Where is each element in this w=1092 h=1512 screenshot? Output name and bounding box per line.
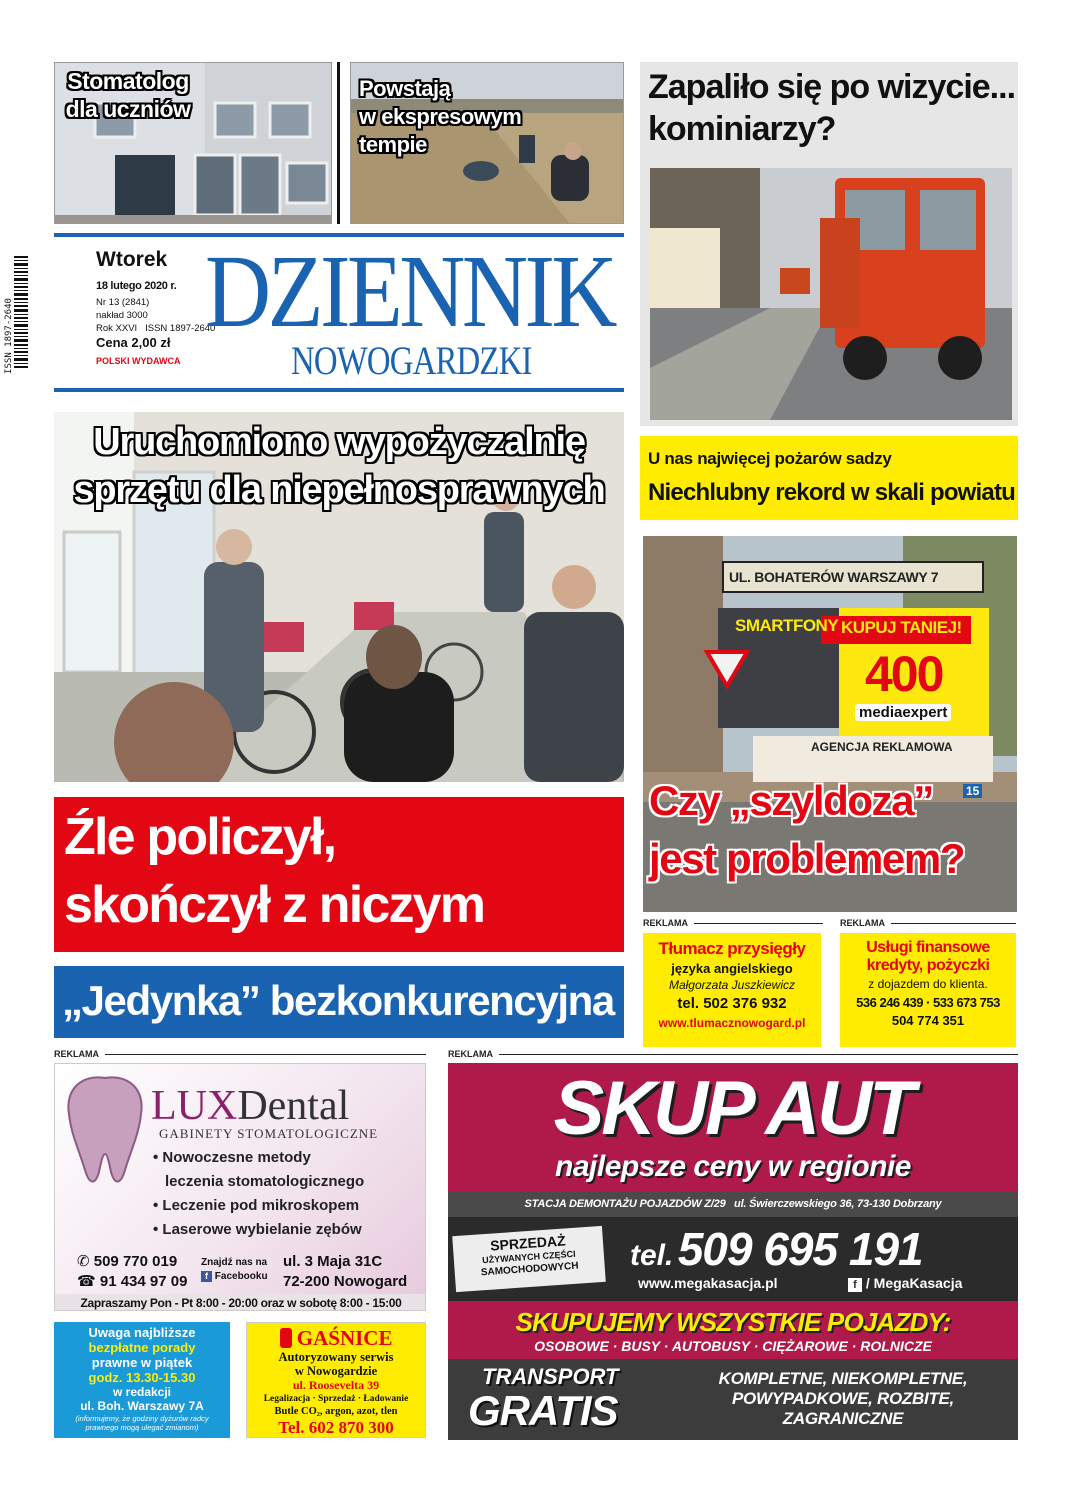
fire-story-headline: Zapaliło się po wizycie... kominiarzy?	[648, 68, 1016, 148]
finance-title: Usługi finansowe	[866, 939, 990, 956]
luxdental-bullet-3: • Leczenie pod mikroskopem	[153, 1197, 360, 1214]
reklama-rule	[499, 1054, 1018, 1055]
finance-note: z dojazdem do klienta.	[868, 977, 988, 991]
translator-name: Małgorzata Juszkiewicz	[668, 978, 796, 992]
issue-price: Cena 2,00 zł	[96, 335, 171, 350]
newspaper-title	[205, 237, 625, 387]
luxdental-subtitle: GABINETY STOMATOLOGICZNE	[159, 1126, 379, 1141]
sport-story[interactable]	[54, 966, 624, 1038]
skup-title: SKUP AUT	[553, 1066, 913, 1151]
sport-headline: „Jedynka” bezkonkurencyjna	[62, 977, 614, 1024]
reklama-label-finance: REKLAMA	[840, 918, 885, 928]
skup-sale2: UŻYWANYCH CZĘŚCI	[481, 1248, 576, 1266]
skup-aut-ad[interactable]	[448, 1063, 1018, 1440]
luxdental-brand-lux: LUX	[151, 1083, 238, 1129]
reklama-label-luxdental: REKLAMA	[54, 1049, 99, 1059]
masthead-bottom-rule	[54, 388, 624, 392]
reklama-rule	[105, 1054, 426, 1055]
legal-line1: Uwaga najbliższe	[88, 1325, 196, 1340]
skup-cond3: ZAGRANICZNE	[782, 1409, 904, 1428]
luxdental-address1: ul. 3 Maja 31C	[283, 1253, 383, 1270]
luxdental-facebook[interactable]: Facebooku	[214, 1271, 268, 1282]
issue-day: Wtorek	[96, 248, 168, 271]
luxdental-address2: 72-200 Nowogard	[283, 1273, 408, 1290]
issue-number: Nr 13 (2841)	[96, 297, 150, 308]
sign-photo-brand: mediaexpert	[855, 704, 951, 721]
skup-tel-prefix: tel.	[630, 1239, 674, 1272]
skup-fb[interactable]: / MegaKasacja	[865, 1275, 963, 1291]
extinguisher-services: Legalizacja · Sprzedaż · Ładowanie	[263, 1394, 409, 1404]
publisher-label: POLSKI WYDAWCA	[96, 356, 181, 366]
police-story[interactable]	[54, 797, 624, 952]
legal-line3: prawne w piątek	[91, 1355, 193, 1370]
reklama-rule	[694, 923, 823, 924]
title-dziennik: DZIENNIK	[205, 237, 614, 349]
translator-web[interactable]: www.tlumacznowogard.pl	[658, 1016, 806, 1030]
extinguisher-address: ul. Roosevelta 39	[292, 1378, 380, 1392]
legal-line4: godz. 13.30-15.30	[88, 1370, 196, 1385]
luxdental-hours: Zapraszamy Pon - Pt 8:00 - 20:00 oraz w sobotę 8:00 - 15:00	[55, 1294, 426, 1311]
translator-ad[interactable]	[643, 933, 821, 1047]
sign-headline-line1: Czy „szyldoza”	[649, 777, 933, 824]
soot-story[interactable]	[640, 436, 1018, 520]
sign-photo-agencja: AGENCJA REKLAMOWA	[811, 740, 953, 754]
issue-date: 18 lutego 2020 r.	[96, 280, 177, 292]
soot-story-headline: Niechlubny rekord w skali powiatu	[648, 479, 1016, 506]
facebook-icon: f	[201, 1271, 212, 1282]
luxdental-brand-dental: Dental	[237, 1083, 350, 1129]
translator-tel: tel. 502 376 932	[677, 995, 787, 1012]
rental-story[interactable]	[54, 412, 624, 782]
extinguisher-tel: Tel. 602 870 300	[278, 1418, 394, 1437]
construction-teaser-line1: Powstają	[359, 76, 451, 101]
dentist-teaser-line2: dla uczniów	[65, 96, 191, 122]
fire-story[interactable]	[640, 62, 1018, 426]
skup-types: OSOBOWE · BUSY · AUTOBUSY · CIĘŻAROWE · ROLNICZE	[534, 1338, 932, 1354]
luxdental-bullet-2: leczenia stomatologicznego	[165, 1173, 365, 1190]
rental-headline-line2: sprzętu dla niepełnosprawnych	[73, 469, 605, 511]
construction-teaser[interactable]	[350, 62, 624, 224]
skup-transport1: TRANSPORT	[482, 1364, 619, 1389]
translator-title: Tłumacz przysięgły	[658, 939, 806, 958]
legal-line5: w redakcji	[112, 1385, 172, 1399]
police-headline-line2: skończył z niczym	[64, 876, 485, 934]
police-headline-line1: Źle policzył,	[64, 808, 336, 866]
fire-extinguisher-icon	[280, 1328, 292, 1348]
extinguisher-title: GAŚNICE	[296, 1326, 393, 1350]
sign-photo-price: 400	[865, 646, 943, 702]
fire-trucks-photo	[650, 168, 1012, 420]
finance-phones2: 504 774 351	[891, 1013, 965, 1028]
reklama-label-translator: REKLAMA	[643, 918, 688, 928]
luxdental-phone2: 91 434 97 09	[99, 1273, 188, 1290]
translator-lang: języka angielskiego	[671, 961, 793, 976]
issue-circulation: nakład 3000	[96, 310, 148, 321]
finance-ad[interactable]	[840, 933, 1016, 1047]
landline-phone-icon: ☎	[77, 1273, 100, 1290]
skup-cond1: KOMPLETNE, NIEKOMPLETNE,	[718, 1369, 968, 1388]
rental-headline-line1: Uruchomiono wypożyczalnię	[93, 421, 585, 463]
sign-photo-num: 15	[963, 784, 982, 798]
issue-info	[96, 247, 216, 368]
teaser-divider	[337, 62, 340, 224]
sign-headline-line2: jest problemem?	[649, 835, 965, 882]
tooth-logo-icon	[61, 1072, 149, 1190]
reklama-label-skup: REKLAMA	[448, 1049, 493, 1059]
extinguisher-gases: Butle CO₂, argon, azot, tlen	[274, 1406, 398, 1417]
soot-story-kicker: U nas najwięcej pożarów sadzy	[648, 449, 892, 468]
issue-year-issn: Rok XXVI ISSN 1897-2640	[96, 323, 216, 334]
skup-station: STACJA DEMONTAŻU POJAZDÓW Z/29 ul. Świerczewskiego 36, 73-130 Dobrzany	[448, 1191, 1018, 1217]
luxdental-find-us: Znajdź nas na	[201, 1257, 268, 1268]
barcode-issn-text: ISSN 1897-2640	[4, 298, 14, 374]
sign-photo-smartfony: SMARTFONY	[735, 616, 839, 635]
legal-note: (informujemy, że godziny dyżurów radcy prawnego mogą ulegać zmianom)	[75, 1414, 209, 1432]
luxdental-bullet-4: • Laserowe wybielanie zębów	[153, 1221, 362, 1238]
legal-advice-ad[interactable]	[54, 1322, 230, 1438]
construction-teaser-line3: tempie	[359, 132, 427, 157]
title-nowogardzki: NOWOGARDZKI	[291, 338, 532, 383]
extinguisher-line1: Autoryzowany serwis	[278, 1350, 394, 1364]
reklama-rule	[891, 923, 1016, 924]
finance-subtitle: kredyty, pożyczki	[866, 957, 990, 974]
facebook-icon: f	[848, 1278, 862, 1292]
construction-teaser-line2: w ekspresowym	[359, 104, 522, 129]
luxdental-phone1: 509 770 019	[93, 1253, 178, 1270]
sign-story[interactable]	[643, 536, 1017, 912]
sign-photo-street: UL. BOHATERÓW WARSZAWY 7	[729, 569, 939, 585]
skup-transport2: GRATIS	[468, 1387, 618, 1434]
legal-line2: bezpłatne porady	[88, 1340, 196, 1355]
skup-sale1: SPRZEDAŻ	[489, 1232, 567, 1254]
dentist-teaser[interactable]	[54, 62, 332, 224]
skup-tel: 509 695 191	[677, 1223, 923, 1275]
luxdental-bullet-1: • Nowoczesne metody	[153, 1149, 311, 1166]
extinguisher-ad[interactable]	[246, 1322, 426, 1438]
skup-buy-all: SKUPUJEMY WSZYSTKIE POJAZDY:	[515, 1307, 951, 1337]
skup-sale3: SAMOCHODOWYCH	[480, 1260, 579, 1279]
sign-photo-kupuj: KUPUJ TANIEJ!	[841, 618, 962, 637]
legal-line6: ul. Boh. Warszawy 7A	[80, 1399, 204, 1413]
skup-web[interactable]: www.megakasacja.pl	[638, 1275, 778, 1291]
skup-subtitle: najlepsze ceny w regionie	[555, 1150, 911, 1183]
mobile-phone-icon: ✆	[77, 1253, 94, 1270]
extinguisher-line2: w Nowogardzie	[294, 1364, 378, 1378]
finance-phones1: 536 246 439 · 533 673 753	[856, 995, 1000, 1010]
skup-parts-sale	[452, 1226, 606, 1292]
luxdental-ad[interactable]	[54, 1063, 426, 1311]
skup-cond2: POWYPADKOWE, ROZBITE,	[732, 1389, 954, 1408]
dentist-teaser-line1: Stomatolog	[67, 68, 189, 94]
